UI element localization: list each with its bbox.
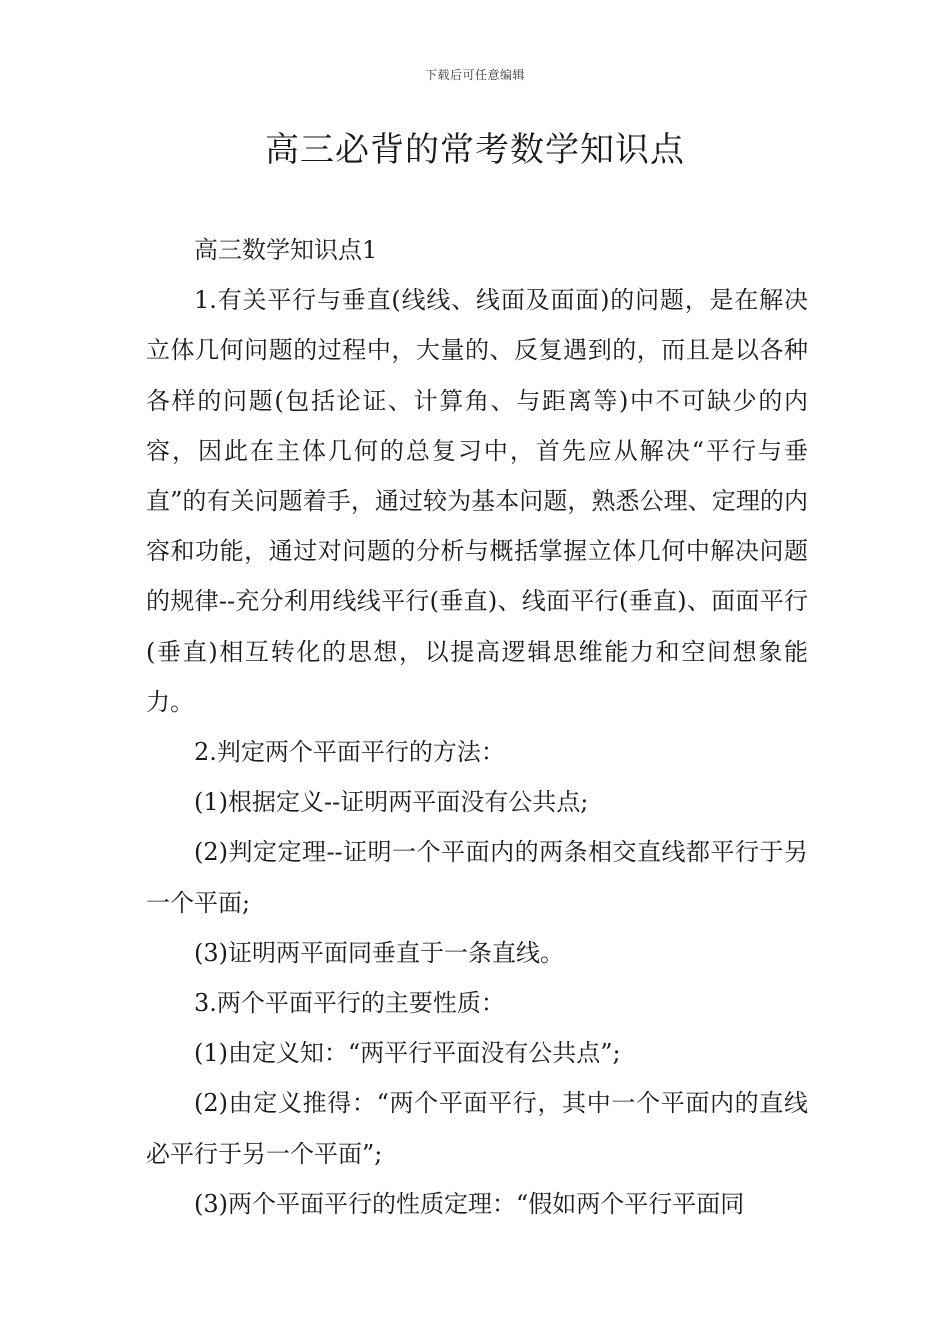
section-heading: 高三数学知识点1 — [194, 236, 378, 264]
paragraph: 3.两个平面平行的主要性质： — [194, 989, 505, 1018]
paragraph: 2.判定两个平面平行的方法： — [194, 738, 505, 767]
list-item: (1)根据定义--证明两平面没有公共点; — [194, 788, 589, 817]
document-title: 高三必背的常考数学知识点 — [265, 130, 685, 170]
list-item: (3)两个平面平行的性质定理：“假如两个平行平面同 — [194, 1189, 745, 1218]
list-item: (1)由定义知：“两平行平面没有公共点”; — [194, 1039, 621, 1068]
list-item: (3)证明两平面同垂直于一条直线。 — [194, 938, 564, 967]
document-body — [146, 225, 808, 1229]
list-item: (2)由定义推得：“两个平面平行，其中一个平面内的直线必平行于另一个平面”; — [146, 1089, 808, 1168]
header-note: 下载后可任意编辑 — [424, 68, 525, 82]
paragraph: 1.有关平行与垂直(线线、线面及面面)的问题，是在解决立体几何问题的过程中，大量的、反复遇到的，而且是以各种各样的问题(包括论证、计算角、与距离等)中不可缺少的内容，因此在主体几何的总复习中，首先应从解决“平行与垂直”的有关问题着手，通过较为基本问题，熟悉公理、定理的内容和功能，通过对问题的分析与概括掌握立体几何中解决问题的规律--充分利用线线平行(垂直)、线面平行(垂直)、面面平行(垂直)相互转化的思想，以提高逻辑思维能力和空间想象能力。 — [146, 286, 808, 716]
list-item: (2)判定定理--证明一个平面内的两条相交直线都平行于另一个平面; — [146, 838, 808, 917]
